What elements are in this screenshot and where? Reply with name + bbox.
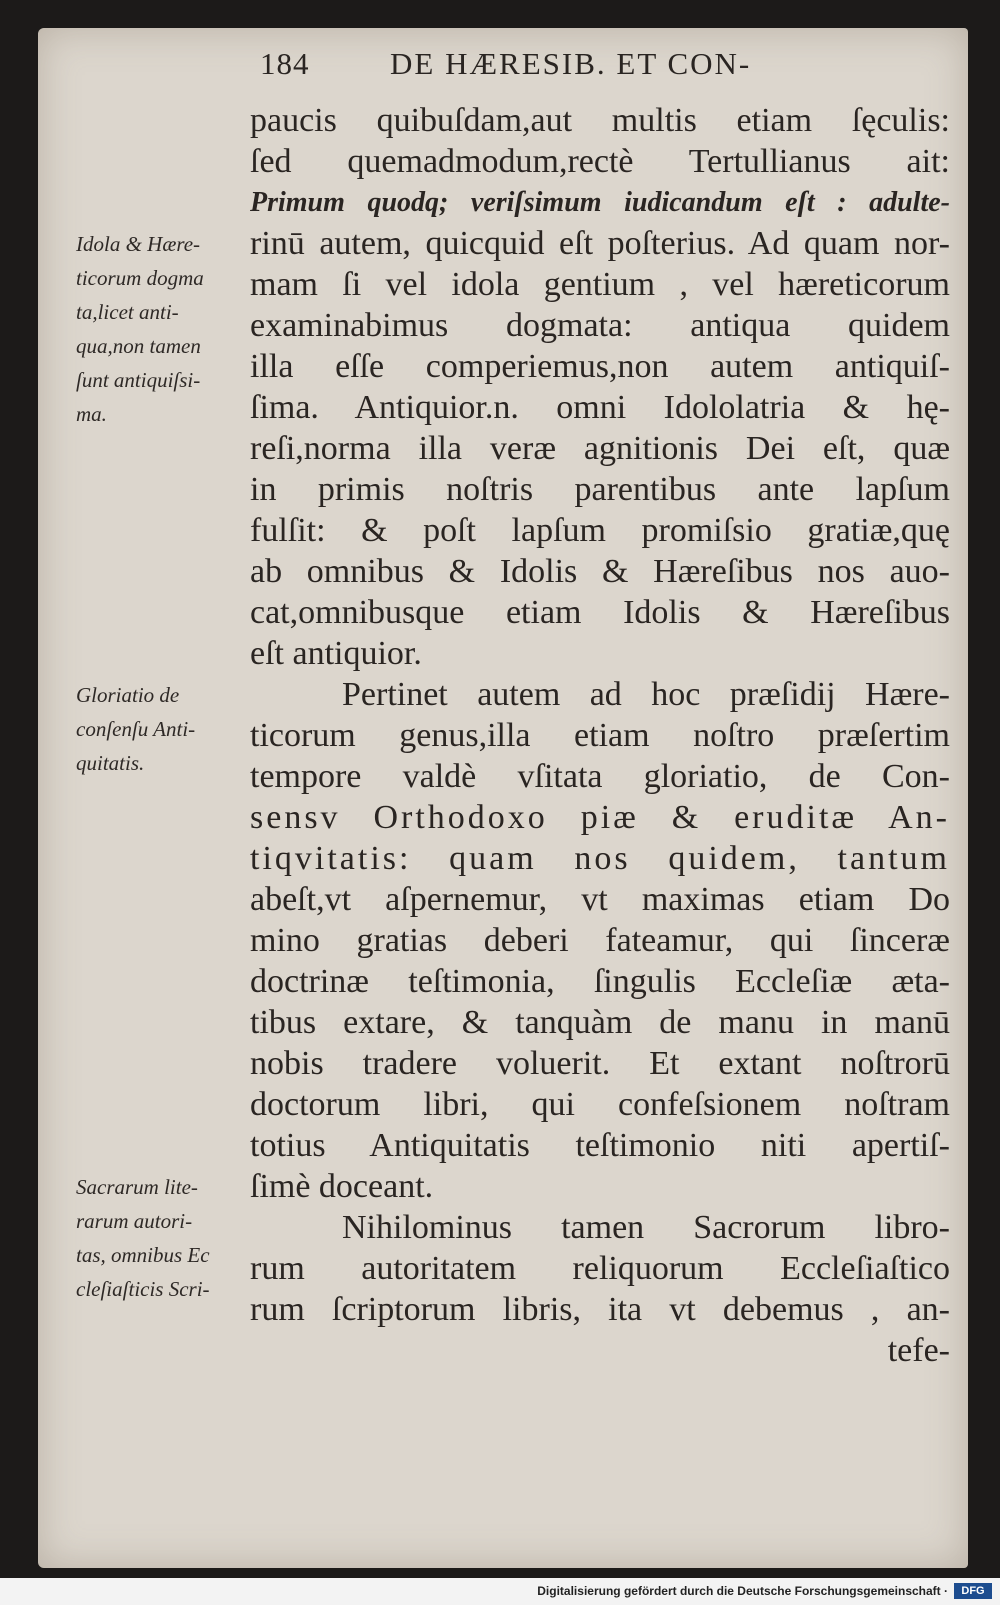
text-line: in primis noſtris parentibus ante lapſum xyxy=(250,471,950,508)
margin-note-line: Gloriatio de xyxy=(76,683,180,707)
margin-note-line: rarum autori- xyxy=(76,1209,193,1233)
text-line: doctorum libri, qui confeſsionem noſtram xyxy=(250,1086,950,1123)
margin-note xyxy=(76,1170,246,1306)
margin-note-line: qua,non tamen xyxy=(76,334,201,358)
text-line: examinabimus dogmata: antiqua quidem xyxy=(250,307,950,344)
digitization-footer xyxy=(0,1578,1000,1605)
text-line: paucis quibuſdam,aut multis etiam ſęculis: xyxy=(250,102,950,139)
funding-credit: Digitalisierung gefördert durch die Deutsche Forschungsgemeinschaft · xyxy=(537,1584,948,1598)
text-line: cat,omnibusque etiam Idolis & Hæreſibus xyxy=(250,594,950,631)
page-number: 184 xyxy=(260,46,310,81)
text-line: tibus extare, & tanquàm de manu in manū xyxy=(250,1004,950,1041)
text-line: Nihilominus tamen Sacrorum libro- xyxy=(342,1209,950,1246)
text-line: rum autoritatem reliquorum Eccleſiaſtico xyxy=(250,1250,950,1287)
text-line: illa eſſe comperiemus,non autem antiquiſ- xyxy=(250,348,950,385)
margin-note-line: ſunt antiquiſsi- xyxy=(76,368,201,392)
text-line: tempore valdè vſitata gloriatio, de Con- xyxy=(250,758,950,795)
text-line: totius Antiquitatis teſtimonio niti apertiſ- xyxy=(250,1127,950,1164)
margin-note-line: ma. xyxy=(76,402,107,426)
text-line: rinū autem, quicquid eſt poſterius. Ad quam nor- xyxy=(250,225,950,262)
margin-note-line: tas, omnibus Ec xyxy=(76,1243,210,1267)
text-line: reſi,norma illa veræ agnitionis Dei eſt, quæ xyxy=(250,430,950,467)
text-line: nobis tradere voluerit. Et extant noſtrorū xyxy=(250,1045,950,1082)
text-line: tiqvitatis: quam nos quidem, tantum xyxy=(250,840,950,877)
book-page xyxy=(38,28,968,1568)
text-line: ſima. Antiquior.n. omni Idololatria & hę- xyxy=(250,389,950,426)
margin-note-line: ta,licet anti- xyxy=(76,300,179,324)
margin-note-line: Idola & Hære- xyxy=(76,232,201,256)
text-line: sensv Orthodoxo piæ & eruditæ An- xyxy=(250,799,950,836)
margin-note-line: conſenſu Anti- xyxy=(76,717,196,741)
text-line: ſed quemadmodum,rectè Tertullianus ait: xyxy=(250,143,950,180)
running-title: DE HÆRESIB. ET CON- xyxy=(390,46,752,81)
margin-note-line: ticorum dogma xyxy=(76,266,204,290)
text-line: fulſit: & poſt lapſum promiſsio gratiæ,quę xyxy=(250,512,950,549)
margin-note-line: cleſiaſticis Scri- xyxy=(76,1277,210,1301)
text-line: Primum quodq; veriſsimum iudicandum eſt : adulte- xyxy=(250,187,950,218)
margin-note xyxy=(76,227,246,431)
body-text-block xyxy=(250,100,950,1371)
text-line: ab omnibus & Idolis & Hæreſibus nos auo- xyxy=(250,553,950,590)
margin-note xyxy=(76,678,246,780)
text-line: ticorum genus,illa etiam noſtro præſertim xyxy=(250,717,950,754)
text-line: ſimè doceant. xyxy=(250,1168,434,1205)
text-line: Pertinet autem ad hoc præſidij Hære- xyxy=(342,676,950,713)
margin-note-line: Sacrarum lite- xyxy=(76,1175,198,1199)
margin-note-line: quitatis. xyxy=(76,751,145,775)
text-line: mino gratias deberi fateamur, qui ſinceræ xyxy=(250,922,950,959)
running-head xyxy=(260,46,960,86)
text-line: tefe- xyxy=(887,1332,950,1369)
text-line: rum ſcriptorum libris, ita vt debemus , an- xyxy=(250,1291,950,1328)
text-line: doctrinæ teſtimonia, ſingulis Eccleſiæ æta- xyxy=(250,963,950,1000)
text-line: eſt antiquior. xyxy=(250,635,422,672)
text-line: mam ſi vel idola gentium , vel hæreticorum xyxy=(250,266,950,303)
dfg-logo: DFG xyxy=(954,1583,992,1599)
text-line: abeſt,vt aſpernemur, vt maximas etiam Do xyxy=(250,881,950,918)
